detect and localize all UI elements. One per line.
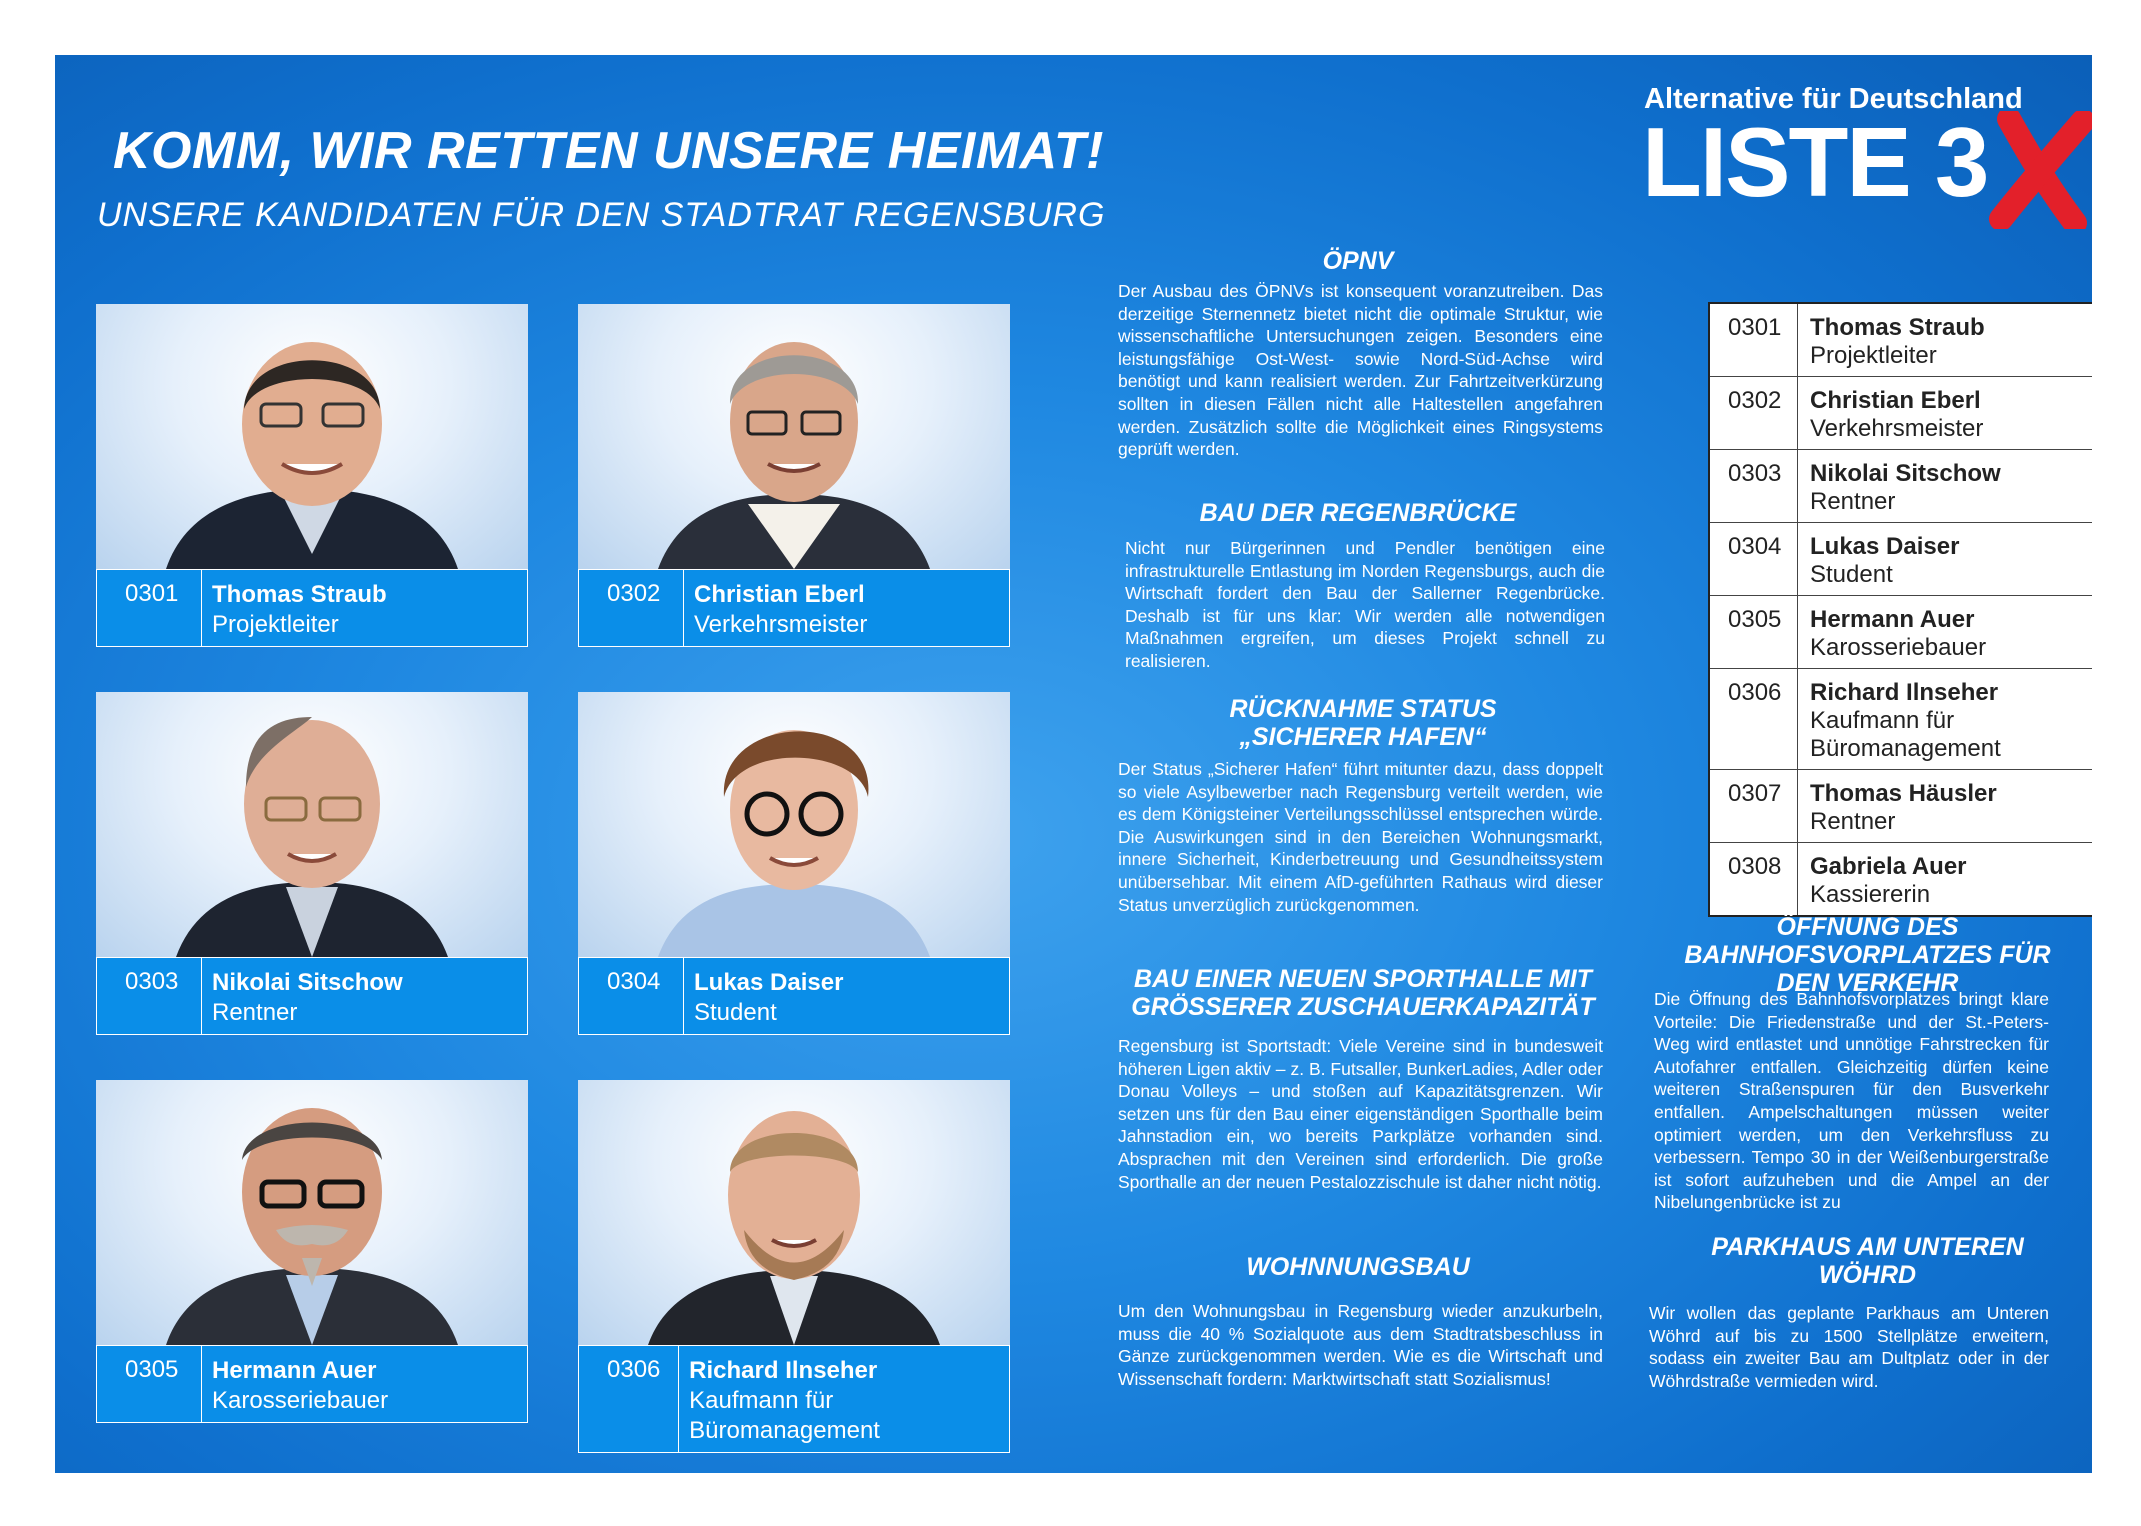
list-row-number: 0302 [1710,377,1798,449]
list-row-job: Verkehrsmeister [1810,415,1984,442]
section-text-wohnungsbau: Um den Wohnungsbau in Regensburg wieder anzukurbeln, muss die 40 % Sozialquote aus dem Stadtratsbeschluss in Gänze zurückgenommen werden. Wie es die Wirtschaft und Wissenschaft fordern: Marktwirtschaft statt Sozialismus! [1118,1301,1603,1389]
list-row-number: 0306 [1710,669,1798,769]
candidate-number: 0302 [579,570,684,646]
candidate-card-0306 [578,1080,1010,1453]
page-title: KOMM, WIR RETTEN UNSERE HEIMAT! [113,122,1104,180]
candidate-number: 0306 [579,1346,679,1452]
ballot-cross-icon [1987,111,2092,229]
candidate-job: Verkehrsmeister [694,611,868,638]
candidate-name: Nikolai Sitschow [212,969,403,996]
candidate-label [578,1345,1010,1453]
candidate-card-0305 [96,1080,528,1423]
candidate-photo [578,692,1010,957]
candidate-label [96,957,528,1035]
list-row-job: Rentner [1810,488,1896,515]
candidate-list-table [1708,302,2092,917]
section-heading-bahnhof: ÖFFNUNG DES BAHNHOFSVORPLATZES FÜR DEN VERKEHR [1684,913,2051,997]
list-row-name: Christian Eberl [1810,387,1981,414]
candidate-number: 0301 [97,570,202,646]
list-row [1710,377,2092,450]
candidate-name: Thomas Straub [212,581,387,608]
list-row-number: 0308 [1710,843,1798,915]
list-row-name: Richard Ilnseher [1810,679,1999,706]
section-heading-sporthalle: BAU EINER NEUEN SPORTHALLE MIT GRÖSSERER ZUSCHAUERKAPAZITÄT [1131,965,1595,1021]
candidate-card-0302 [578,304,1010,647]
candidate-name: Hermann Auer [212,1357,377,1384]
list-row [1710,450,2092,523]
candidate-job: Karosseriebauer [212,1387,389,1414]
candidate-number: 0303 [97,958,202,1034]
list-row-number: 0307 [1710,770,1798,842]
candidate-photo [96,304,528,569]
candidate-photo [96,692,528,957]
candidate-card-0304 [578,692,1010,1035]
section-text-bahnhof: Die Öffnung des Bahnhofsvorplatzes bringt klare Vorteile: Die Friedenstraße und der St.-Peters-Weg wird entlastet und unnötige Fahrstrecken für Autofahrer entfallen. Gleichzeitig dürfen keine weiteren Straßenspuren für den Busverkehr entfallen. Ampelschaltungen müssen weiter optimiert werden, um den Verkehrsfluss zu verbessern. Tempo 30 in der Weißenburgerstraße ist sofort aufzuheben und die Ampel an der Nibelungenbrücke ist zu [1654,989,2049,1213]
candidate-label [578,957,1010,1035]
candidate-job: Rentner [212,999,298,1026]
candidate-number: 0304 [579,958,684,1034]
list-row-number: 0303 [1710,450,1798,522]
section-text-oepnv: Der Ausbau des ÖPNVs ist konsequent voranzutreiben. Das derzeitige Sternennetz bietet nicht die optimale Struktur, wie wissenschaftliche Untersuchungen zeigen. Besonders eine leistungsfähige Ost-West- sowie Nord-Süd-Achse wird benötigt und kann realisiert werden. Zur Fahrtzeitverkürzung sollten in diesen Fällen nicht alle Haltestellen angefahren werden. Zusätzlich sollte die Möglichkeit eines Ringsystems geprüft werden. [1118,281,1603,460]
list-row-job: Karosseriebauer [1810,634,1987,661]
candidate-name: Richard Ilnseher [689,1357,878,1384]
candidate-card-0303 [96,692,528,1035]
list-row-job: Rentner [1810,808,1896,835]
list-row-name: Thomas Häusler [1810,780,1997,807]
list-row-number: 0301 [1710,304,1798,376]
list-number: LISTE 3 [1642,107,1988,217]
candidate-job: Student [694,999,777,1026]
list-row [1710,770,2092,843]
candidate-job: Projektleiter [212,611,339,638]
list-row-job: Student [1810,561,1893,588]
list-row-number: 0305 [1710,596,1798,668]
section-heading-regenbruecke: BAU DER REGENBRÜCKE [1199,499,1517,527]
candidate-label [96,569,528,647]
candidate-photo [96,1080,528,1345]
candidate-label [578,569,1010,647]
list-row-name: Thomas Straub [1810,314,1985,341]
list-row-name: Lukas Daiser [1810,533,1960,560]
section-text-sporthalle: Regensburg ist Sportstadt: Viele Vereine sind in bundesweit höheren Ligen aktiv – z. B. Futsaller, BunkerLadies, Adler oder Donau Volleys – und stoßen auf Kapazitätsgrenzen. Wir setzen uns für den Bau einer eigenständigen Sporthalle beim Jahnstadion ein, wo bereits Parkplätze vorhanden sind. Absprachen mit den Vereinen sind erforderlich. Die große Sporthalle an der neuen Pestalozzischule ist daher nicht nötig. [1118,1036,1603,1192]
list-row-job: Kassiererin [1810,881,1931,908]
section-heading-hafen: RÜCKNAHME STATUS „SICHERER HAFEN“ [1229,695,1497,751]
list-row-number: 0304 [1710,523,1798,595]
list-row [1710,523,2092,596]
list-row [1710,843,2092,915]
section-text-hafen: Der Status „Sicherer Hafen“ führt mitunter dazu, dass doppelt so viele Asylbewerber nach Regensburg verteilt werden, wie es dem Königsteiner Verteilungsschlüssel entsprechen würde. Die Auswirkungen sind in den Bereichen Wohnungsmarkt, innere Sicherheit, Kinderbetreuung und Gesundheitssystem unübersehbar. Mit einem AfD-geführten Rathaus wird dieser Status unverzüglich zurückgenommen. [1118,759,1603,915]
list-row-job: Projektleiter [1810,342,1937,369]
candidate-card-0301 [96,304,528,647]
list-row-name: Nikolai Sitschow [1810,460,2001,487]
section-heading-wohnungsbau: WOHNNUNGSBAU [1246,1253,1470,1281]
section-heading-oepnv: ÖPNV [1322,247,1394,275]
list-row-job: Kaufmann für Büromanagement [1810,707,2001,762]
page-subtitle: UNSERE KANDIDATEN FÜR DEN STADTRAT REGENSBURG [97,196,1106,234]
list-row [1710,596,2092,669]
flyer-panel [55,55,2092,1473]
candidate-name: Christian Eberl [694,581,865,608]
candidate-photo [578,1080,1010,1345]
section-heading-parkhaus: PARKHAUS AM UNTEREN WÖHRD [1711,1233,2024,1289]
candidate-job: Kaufmann für Büromanagement [689,1387,880,1444]
candidate-name: Lukas Daiser [694,969,844,996]
candidate-number: 0305 [97,1346,202,1422]
candidate-photo [578,304,1010,569]
section-text-regenbruecke: Nicht nur Bürgerinnen und Pendler benötigen eine infrastrukturelle Entlastung im Norden Regensburgs, auch die Wirtschaft fordert den Bau der Sallerner Regenbrücke. Deshalb ist für uns klar: Wir werden alle notwendigen Maßnahmen ergreifen, um dieses Projekt schnell zu realisieren. [1125,538,1605,671]
party-name: Alternative für Deutschland [1644,83,2023,115]
list-row [1710,669,2092,770]
section-text-parkhaus: Wir wollen das geplante Parkhaus am Unteren Wöhrd auf bis zu 1500 Stellplätze erweitern, sodass ein zweiter Bau am Dultplatz oder in der Wöhrdstraße vermieden wird. [1649,1303,2049,1391]
list-row-name: Gabriela Auer [1810,853,1967,880]
list-row [1710,304,2092,377]
candidate-label [96,1345,528,1423]
list-row-name: Hermann Auer [1810,606,1975,633]
